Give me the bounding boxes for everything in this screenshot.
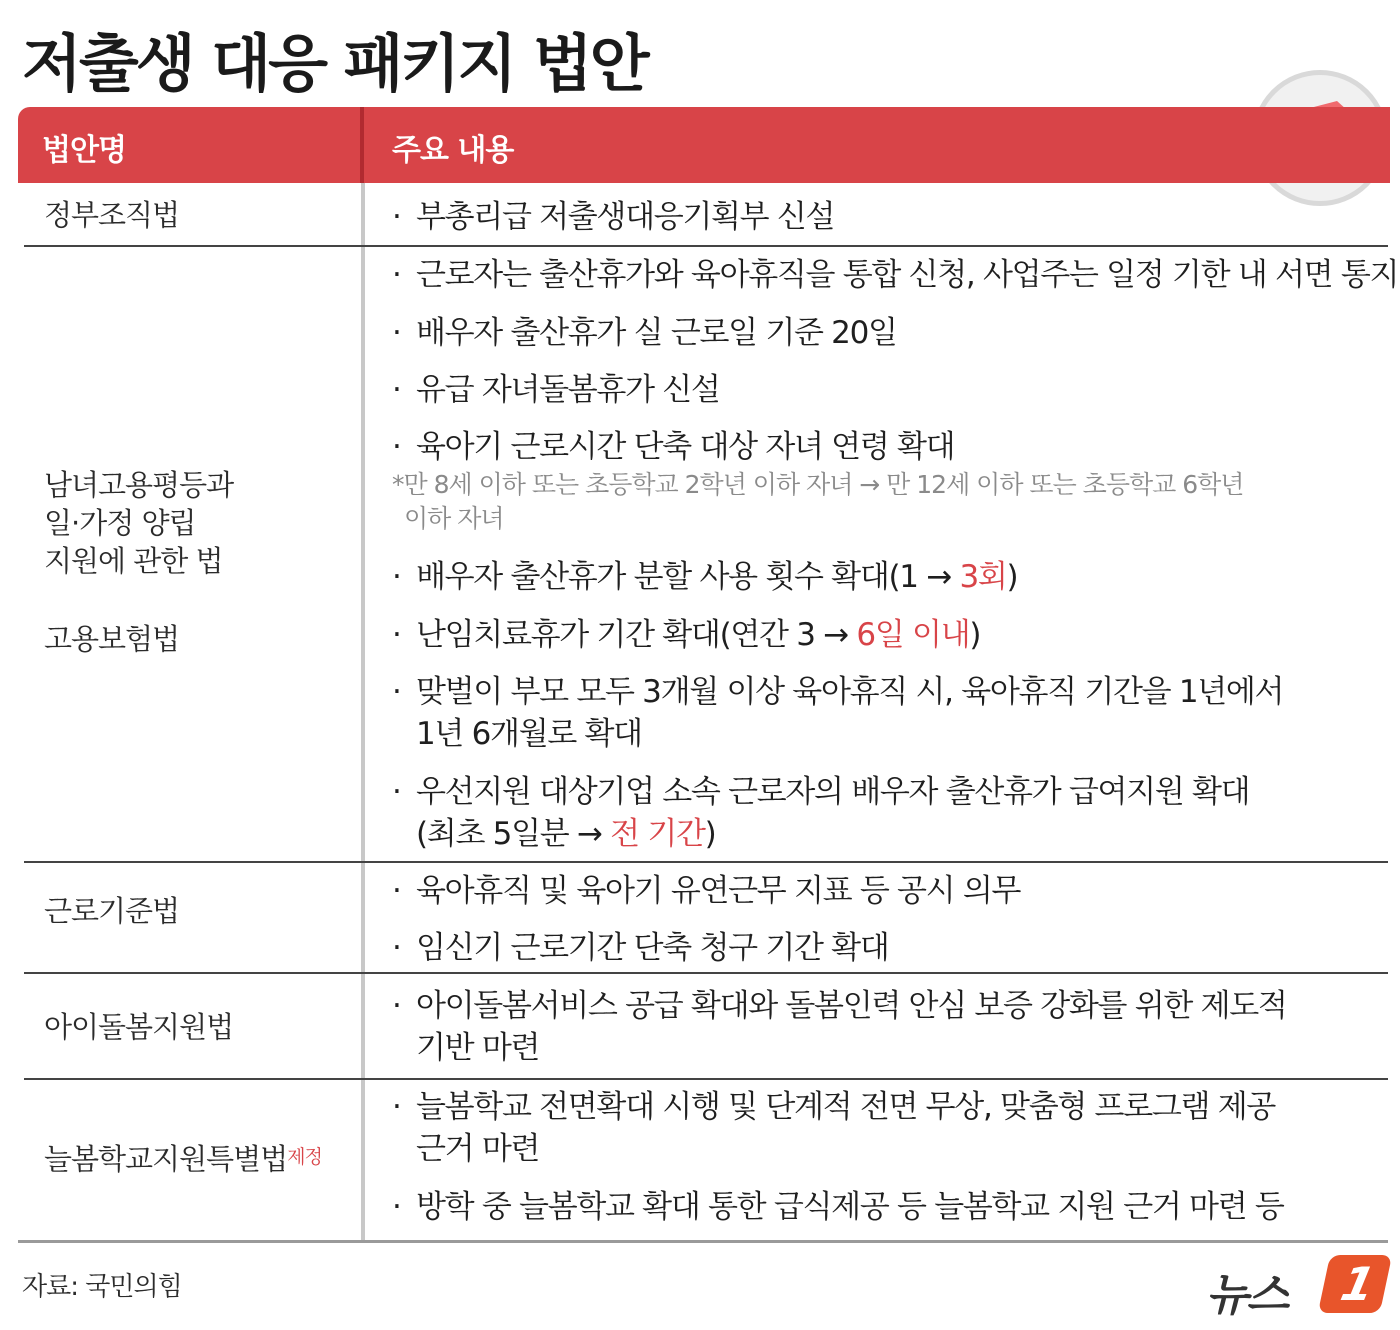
header-divider bbox=[360, 107, 364, 183]
footnote: *만 8세 이하 또는 초등학교 2학년 이하 자녀 → 만 12세 이하 또는 초등학교 6학년 bbox=[392, 470, 1244, 499]
row-separator bbox=[24, 972, 1388, 974]
law-employment-insurance: 고용보험법 bbox=[44, 622, 180, 656]
list-item: · 임신기 근로기간 단축 청구 기간 확대 bbox=[392, 930, 889, 966]
list-item: · 맞벌이 부모 모두 3개월 이상 육아휴직 시, 육아휴직 기간을 1년에서 1년 6개월로 확대 bbox=[392, 674, 1284, 752]
list-item: · 근로자는 출산휴가와 육아휴직을 통합 신청, 사업주는 일정 기한 내 서면 통지 bbox=[392, 257, 1399, 293]
list-item: · 우선지원 대상기업 소속 근로자의 배우자 출산휴가 급여지원 확대 (최초 5일분 → 전 기간) bbox=[392, 774, 1250, 852]
enactment-tag: 제정 bbox=[287, 1146, 322, 1168]
source-caption: 자료: 국민의힘 bbox=[22, 1272, 182, 1302]
highlight-value: 3회 bbox=[959, 559, 1007, 595]
row-separator bbox=[24, 1078, 1388, 1080]
highlight-value: 전 기간 bbox=[610, 816, 705, 852]
page-title: 저출생 대응 패키지 법안 bbox=[22, 27, 647, 100]
footnote-continued: 이하 자녀 bbox=[404, 504, 504, 533]
highlight-value: 6일 이내 bbox=[856, 617, 970, 653]
logo-text: 뉴스 bbox=[1206, 1270, 1288, 1321]
logo-badge: 1 bbox=[1318, 1255, 1392, 1313]
list-item: · 늘봄학교 전면확대 시행 및 단계적 전면 무상, 맞춤형 프로그램 제공 근거 마련 bbox=[392, 1089, 1275, 1167]
list-item: · 난임치료휴가 기간 확대(연간 3 → 6일 이내) bbox=[392, 617, 981, 653]
law-gender-equality: 남녀고용평등과 일·가정 양립 지원에 관한 법 bbox=[44, 468, 234, 578]
table-header bbox=[18, 107, 1390, 183]
table-bottom-line bbox=[18, 1240, 1388, 1243]
list-item: · 배우자 출산휴가 분할 사용 횟수 확대(1 → 3회) bbox=[392, 559, 1018, 595]
row-separator bbox=[24, 861, 1388, 863]
news1-logo bbox=[1206, 1255, 1386, 1321]
list-item: · 부총리급 저출생대응기획부 신설 bbox=[392, 199, 835, 235]
law-labor-standards: 근로기준법 bbox=[44, 894, 180, 928]
list-item: · 유급 자녀돌봄휴가 신설 bbox=[392, 372, 720, 408]
row-separator bbox=[24, 245, 1388, 247]
law-child-care-support: 아이돌봄지원법 bbox=[44, 1010, 234, 1044]
list-item: · 육아휴직 및 육아기 유연근무 지표 등 공시 의무 bbox=[392, 873, 1021, 909]
list-item: · 방학 중 늘봄학교 확대 통한 급식제공 등 늘봄학교 지원 근거 마련 등 bbox=[392, 1189, 1284, 1225]
header-law-name: 법안명 bbox=[42, 133, 126, 168]
column-divider bbox=[361, 183, 365, 1241]
list-item: · 배우자 출산휴가 실 근로일 기준 20일 bbox=[392, 315, 897, 351]
list-item: · 육아기 근로시간 단축 대상 자녀 연령 확대 bbox=[392, 429, 955, 465]
law-neulbom-school: 늘봄학교지원특별법$^{제정}$ bbox=[44, 1142, 322, 1176]
list-item: · 아이돌봄서비스 공급 확대와 돌봄인력 안심 보증 강화를 위한 제도적 기반 마련 bbox=[392, 988, 1287, 1066]
header-main-content: 주요 내용 bbox=[392, 133, 514, 168]
law-government-organization: 정부조직법 bbox=[44, 198, 180, 232]
